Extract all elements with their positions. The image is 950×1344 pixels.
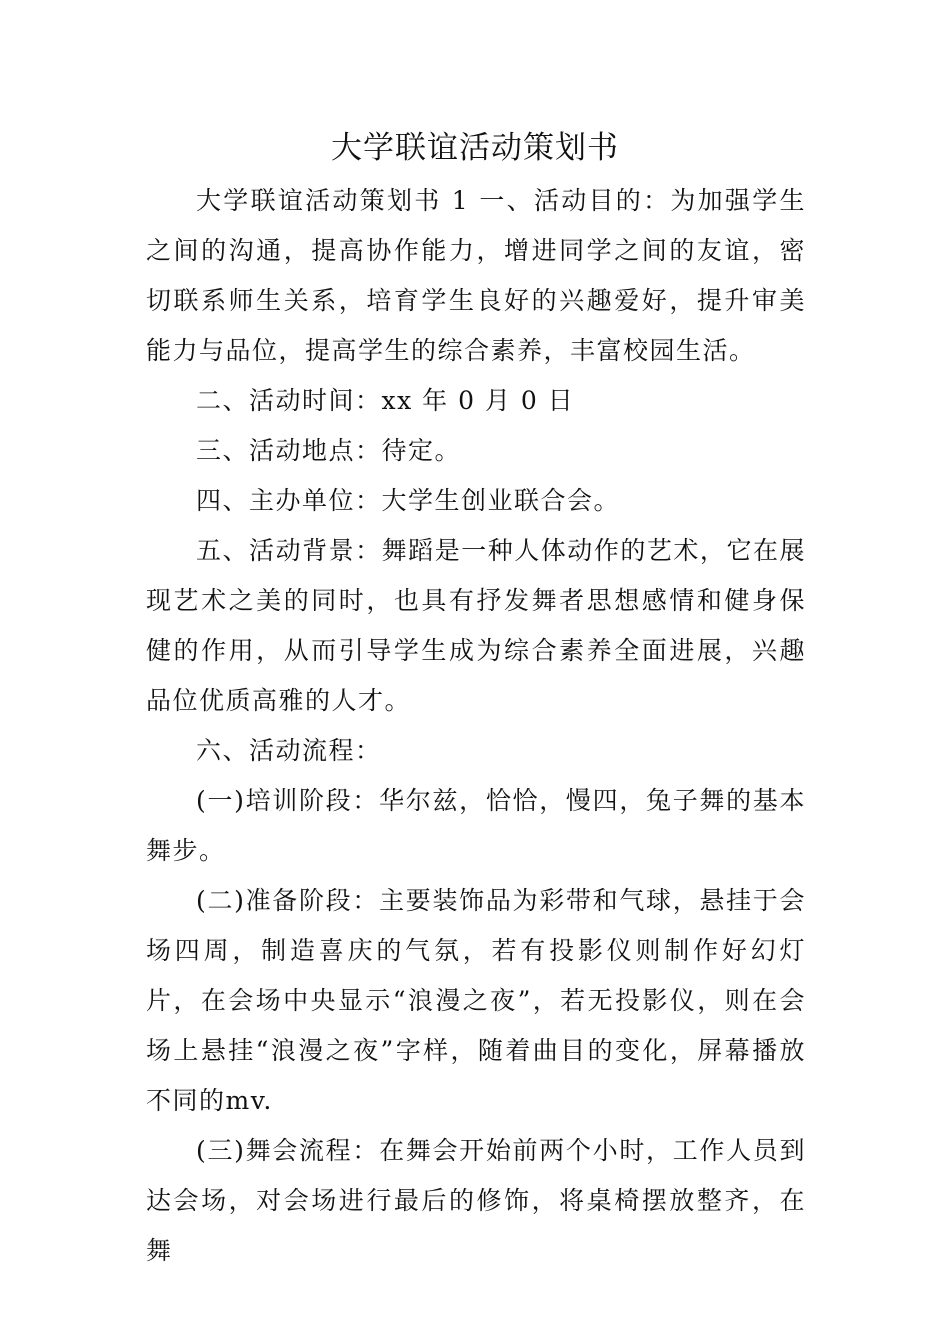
paragraph-background: 五、活动背景：舞蹈是一种人体动作的艺术，它在展现艺术之美的同时，也具有抒发舞者思想感情和健身保健的作用，从而引导学生成为综合素养全面进展，兴趣品位优质高雅的人才。 xyxy=(146,536,806,715)
paragraph-location: 三、活动地点：待定。 xyxy=(196,436,462,465)
paragraph-time: 二、活动时间：xx 年 0 月 0 日 xyxy=(196,386,575,415)
paragraph-preparation-stage: (二)准备阶段：主要装饰品为彩带和气球，悬挂于会场四周，制造喜庆的气氛，若有投影仪则制作好幻灯片，在会场中央显示“浪漫之夜”，若无投影仪，则在会场上悬挂“浪漫之夜”字样，随着曲目的变化，屏幕播放不同的mv. xyxy=(146,886,806,1115)
paragraph-organizer: 四、主办单位：大学生创业联合会。 xyxy=(196,486,621,515)
document-body xyxy=(146,176,806,1276)
document-title: 大学联谊活动策划书 xyxy=(331,130,619,166)
paragraph-training-stage: (一)培训阶段：华尔兹，恰恰，慢四，兔子舞的基本舞步。 xyxy=(146,786,806,865)
paragraph-dance-process: (三)舞会流程：在舞会开始前两个小时，工作人员到达会场，对会场进行最后的修饰，将桌椅摆放整齐，在舞 xyxy=(146,1136,806,1265)
paragraph-purpose: 大学联谊活动策划书 1 一、活动目的：为加强学生之间的沟通，提高协作能力，增进同学之间的友谊，密切联系师生关系，培育学生良好的兴趣爱好，提升审美能力与品位，提高学生的综合素养，丰富校园生活。 xyxy=(146,186,806,365)
paragraph-process-heading: 六、活动流程： xyxy=(196,736,382,765)
